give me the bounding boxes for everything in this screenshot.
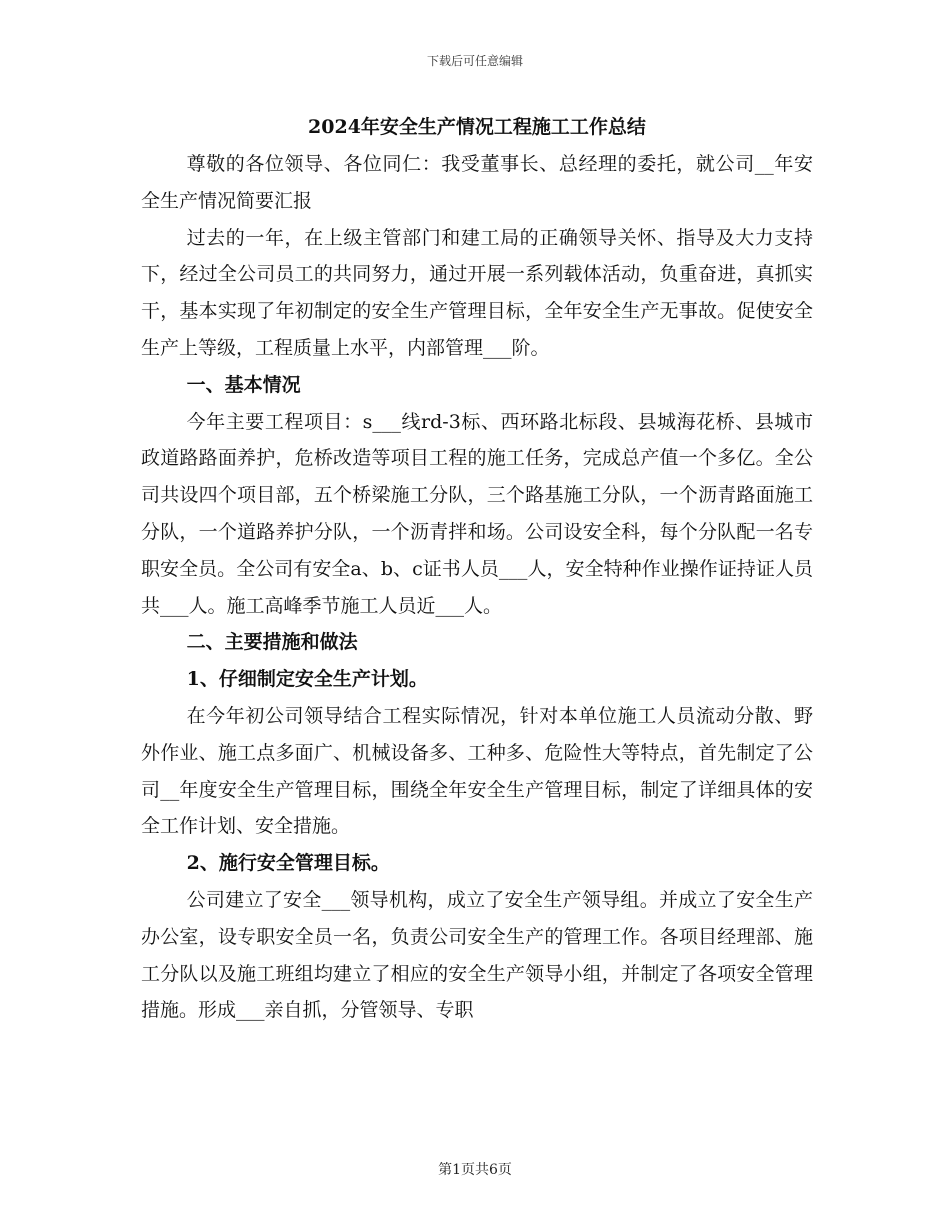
paragraph-targets: 公司建立了安全___领导机构，成立了安全生产领导组。并成立了安全生产办公室，设专职安全员一名，负责公司安全生产的管理工作。各项目经理部、施工分队以及施工班组均建立了相应的安全生产领导小组，并制定了各项安全管理措施。形成___亲自抓，分管领导、专职 [141, 888, 813, 1022]
subheading-plan: 1、仔细制定安全生产计划。 [186, 668, 428, 691]
paragraph-plan: 在今年初公司领导结合工程实际情况，针对本单位施工人员流动分散、野外作业、施工点多面广、机械设备多、工种多、危险性大等特点，首先制定了公司__年度安全生产管理目标，围绕全年安全生产管理目标，制定了详细具体的安全工作计划、安全措施。 [141, 704, 813, 838]
header-note: 下载后可任意编辑 [426, 54, 523, 68]
document-title: 2024年安全生产情况工程施工工作总结 [308, 116, 646, 138]
section-heading-measures: 二、主要措施和做法 [186, 631, 358, 654]
subheading-targets: 2、施行安全管理目标。 [186, 852, 390, 875]
page-indicator: 第1页共6页 [438, 1162, 512, 1178]
document-body [141, 112, 813, 1029]
paragraph-greeting: 尊敬的各位领导、各位同仁：我受董事长、总经理的委托，就公司__年安全生产情况简要汇报 [141, 153, 813, 212]
paragraph-overview: 过去的一年，在上级主管部门和建工局的正确领导关怀、指导及大力支持下，经过全公司员工的共同努力，通过开展一系列载体活动，负重奋进，真抓实干，基本实现了年初制定的安全生产管理目标，全年安全生产无事故。促使安全生产上等级，工程质量上水平，内部管理___阶。 [141, 226, 813, 359]
paragraph-basic-situation: 今年主要工程项目：s___线rd-3标、西环路北标段、县城海花桥、县城市政道路路面养护，危桥改造等项目工程的施工任务，完成总产值一个多亿。全公司共设四个项目部，五个桥梁施工分队，三个路基施工分队，一个沥青路面施工分队，一个道路养护分队，一个沥青拌和场。公司设安全科，每个分队配一名专职安全员。全公司有安全a、b、c证书人员___人，安全特种作业操作证持证人员共___人。施工高峰季节施工人员近___人。 [141, 410, 813, 617]
section-heading-basic-situation: 一、基本情况 [186, 373, 301, 396]
